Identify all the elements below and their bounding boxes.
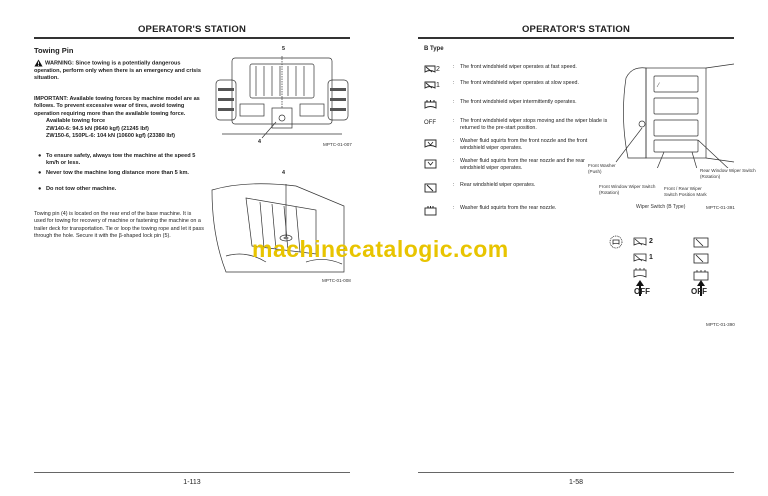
footer-rule bbox=[34, 472, 350, 473]
front-washer-icon bbox=[424, 138, 452, 152]
wiper-slow-icon: 1 bbox=[424, 80, 452, 94]
wiper-item-intermittent: : The front windshield wiper intermittently operates. bbox=[424, 99, 594, 115]
rear-nozzle-icon bbox=[424, 205, 452, 219]
wiper-item-front-washer: : Washer fluid squirts from the front nozzle and the front windshield wiper operates. bbox=[424, 138, 594, 154]
bullet-dot: ● bbox=[38, 186, 42, 192]
important-text: Available towing forces by machine model are as follows. To prevent excessive wear of tires, avoid towing operation requiring more than the available towing force. bbox=[34, 96, 200, 117]
switch-off-right: OFF bbox=[691, 287, 707, 296]
callout-4: 4 bbox=[282, 170, 285, 176]
force-title: Available towing force bbox=[46, 118, 106, 125]
wiper-switch-illustration bbox=[606, 58, 736, 168]
wiper-fast-icon: 2 bbox=[424, 64, 452, 78]
warning-icon bbox=[34, 59, 43, 67]
bullet-text: Never tow the machine long distance more than 5 km. bbox=[46, 170, 189, 176]
bullet-item bbox=[38, 153, 208, 168]
front-wiper-switch-label: Front Window Wiper Switch (Rotation) bbox=[599, 184, 656, 195]
force-line-1: ZW140-6: 94.5 kN (9640 kgf) (21245 lbf) bbox=[46, 125, 149, 132]
rear-wiper-icon bbox=[424, 182, 452, 196]
footer-rule bbox=[418, 472, 734, 473]
figure-label: MPTC-01-008 bbox=[322, 278, 351, 283]
switch-position-diagram bbox=[606, 232, 736, 312]
rear-wiper-switch-label: Rear Window Wiper Switch (Rotation) bbox=[700, 168, 756, 179]
item-text: The front windshield wiper stops moving and the wiper blade is returned to the pre-start position. bbox=[460, 118, 608, 132]
figure-label: MPTC-01-007 bbox=[323, 142, 352, 147]
position-mark-label: Front / Rear Wiper Switch Position Mark bbox=[664, 186, 707, 197]
subsection-title: B Type bbox=[424, 46, 444, 52]
body-paragraph: Towing pin (4) is located on the rear end of the base machine. It is used for towing for recovery of machine or fastening the machine on a trailer deck for transportation. Tie or loop the towing rope and let it pass through the hole. Secure it with the β-shaped lock pin (5). bbox=[34, 211, 204, 240]
bullet-dot: ● bbox=[38, 153, 42, 159]
figure-label: MPTC-01-391 bbox=[706, 205, 735, 210]
force-line-2: ZW150-6, 150PL-6: 104 kN (10600 kgf) (23380 lbf) bbox=[46, 133, 176, 140]
header-rule bbox=[34, 37, 350, 39]
rear-machine-illustration bbox=[210, 50, 352, 148]
wiper-item-slow: 1 : The front windshield wiper operates at slow speed. bbox=[424, 80, 594, 96]
item-text: The front windshield wiper intermittently operates. bbox=[460, 99, 577, 105]
item-text: Washer fluid squirts from the rear nozzle and the rear windshield wiper operates. bbox=[460, 158, 585, 172]
figure-label: MPTC-01-390 bbox=[706, 322, 735, 327]
bullet-item bbox=[38, 170, 208, 177]
switch-speed-2: 2 bbox=[649, 238, 653, 245]
item-text: Rear windshield wiper operates. bbox=[460, 182, 536, 188]
item-text: The front windshield wiper operates at slow speed. bbox=[460, 80, 579, 86]
rear-washer-icon bbox=[424, 158, 452, 172]
watermark: machinecatalogic.com bbox=[252, 236, 509, 262]
wiper-off-label: OFF bbox=[424, 120, 436, 126]
callout-5: 5 bbox=[282, 46, 285, 52]
wiper-intermittent-icon bbox=[424, 99, 452, 113]
section-title: Towing Pin bbox=[34, 46, 74, 55]
important-label: IMPORTANT: bbox=[34, 96, 69, 102]
page-number: 1-113 bbox=[183, 479, 201, 486]
page-header: OPERATOR'S STATION bbox=[521, 24, 631, 35]
switch-caption: Wiper Switch (B Type) bbox=[636, 204, 686, 210]
callout-4: 4 bbox=[258, 139, 261, 145]
wiper-item-off: OFF : The front windshield wiper stops moving and the wiper blade is returned to the pre-start position. bbox=[424, 118, 594, 134]
wiper-item-rear-nozzle: : Washer fluid squirts from the rear nozzle. bbox=[424, 205, 594, 221]
wiper-item-fast: 2 : The front windshield wiper operates at fast speed. bbox=[424, 64, 594, 80]
bullet-dot: ● bbox=[38, 170, 42, 176]
page-number: 1-58 bbox=[568, 479, 583, 486]
page-header: OPERATOR'S STATION bbox=[137, 24, 247, 35]
warning-block bbox=[34, 59, 209, 83]
wiper-item-rear-wiper: : Rear windshield wiper operates. bbox=[424, 182, 594, 198]
switch-off-left: OFF bbox=[634, 287, 650, 296]
switch-speed-1: 1 bbox=[649, 254, 653, 261]
svg-text:⁄: ⁄ bbox=[658, 83, 660, 89]
important-block bbox=[34, 96, 209, 140]
warning-label: WARNING: bbox=[45, 60, 74, 67]
bullet-text: Do not tow other machine. bbox=[46, 186, 117, 192]
item-text: The front windshield wiper operates at fast speed. bbox=[460, 64, 577, 70]
bullet-item bbox=[38, 186, 208, 193]
bullet-text: To ensure safety, always tow the machine at the speed 5 km/h or less. bbox=[46, 153, 196, 167]
warning-text: Since towing is a potentially dangerous operation, perform only when there is an emergency and crisis situation. bbox=[34, 60, 201, 82]
front-washer-label: Front Washer (Push) bbox=[588, 163, 616, 174]
wiper-item-rear-washer: : Washer fluid squirts from the rear nozzle and the rear windshield wiper operates. bbox=[424, 158, 594, 174]
item-text: Washer fluid squirts from the front nozzle and the front windshield wiper operates. bbox=[460, 138, 588, 152]
header-rule bbox=[418, 37, 734, 39]
item-text: Washer fluid squirts from the rear nozzle. bbox=[460, 205, 557, 211]
